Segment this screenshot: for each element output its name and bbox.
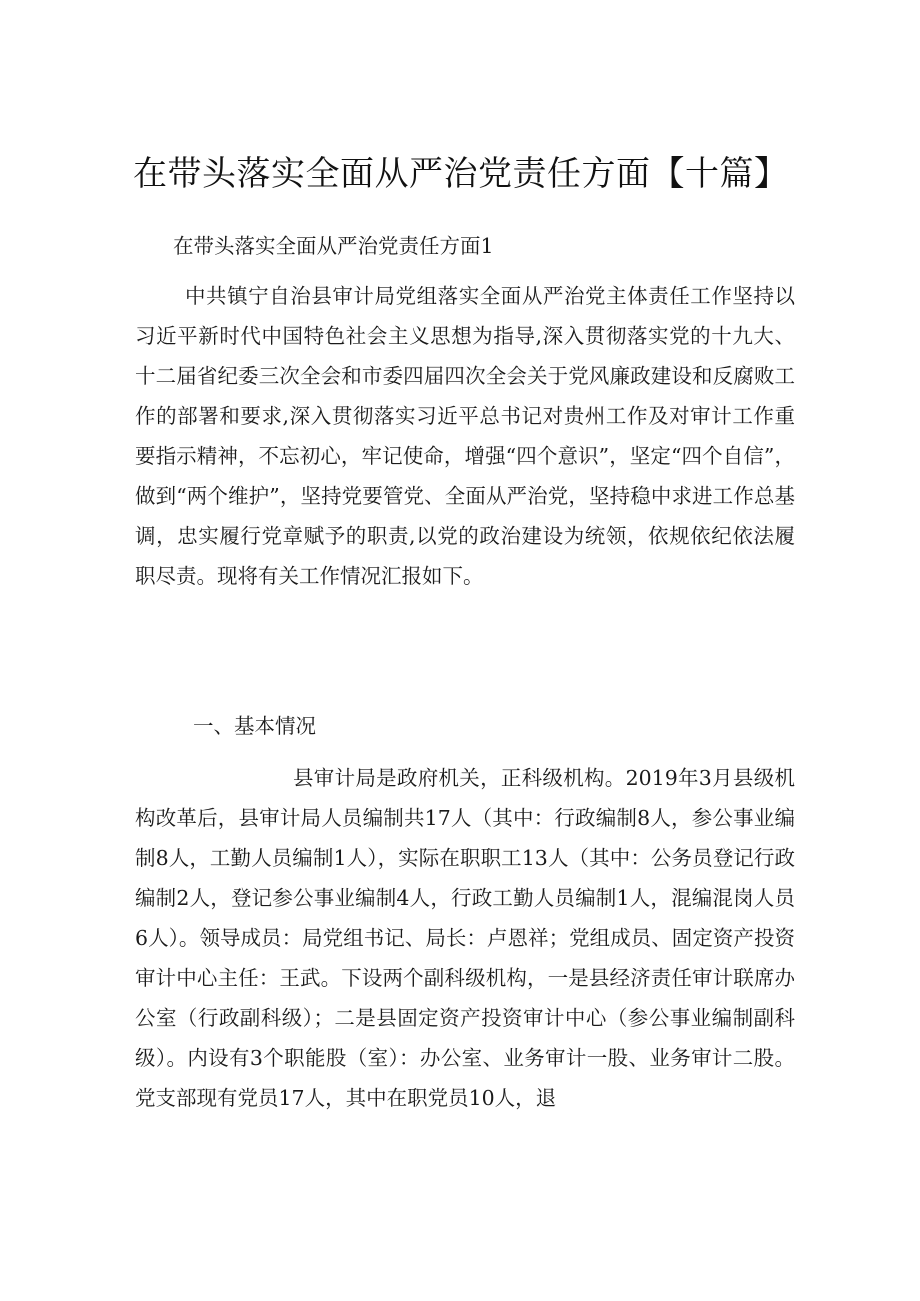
paragraph-intro: 中共镇宁自治县审计局党组落实全面从严治党主体责任工作坚持以习近平新时代中国特色社会主义思想为指导,深入贯彻落实党的十九大、十二届省纪委三次全会和市委四届四次全会关于党风廉政建设和反腐败工作的部署和要求,深入贯彻落实习近平总书记对贵州工作及对审计工作重要指示精神，不忘初心，牢记使命，增强“四个意识”，坚定“四个自信”，做到“两个维护”，坚持党要管党、全面从严治党，坚持稳中求进工作总基调，忠实履行党章赋予的职责,以党的政治建设为统领，依规依纪依法履职尽责。现将有关工作情况汇报如下。 [135,284,795,588]
document-subtitle: 在带头落实全面从严治党责任方面1 [173,234,494,258]
document-title: 在带头落实全面从严治党责任方面【十篇】 [133,154,789,194]
section-heading-basic-situation: 一、基本情况 [193,714,316,738]
paragraph-basic-situation: 县审计局是政府机关，正科级机构。2019年3月县级机构改革后，县审计局人员编制共17人（其中：行政编制8人，参公事业编制8人，工勤人员编制1人），实际在职职工13人（其中：公务员登记行政编制2人，登记参公事业编制4人，行政工勤人员编制1人，混编混岗人员6人）。领导成员：局党组书记、局长：卢恩祥；党组成员、固定资产投资审计中心主任：王武。下设两个副科级机构，一是县经济责任审计联席办公室（行政副科级）；二是县固定资产投资审计中心（参公事业编制副科级）。内设有3个职能股（室）：办公室、业务审计一股、业务审计二股。党支部现有党员17人，其中在职党员10人，退 [135,766,795,1110]
